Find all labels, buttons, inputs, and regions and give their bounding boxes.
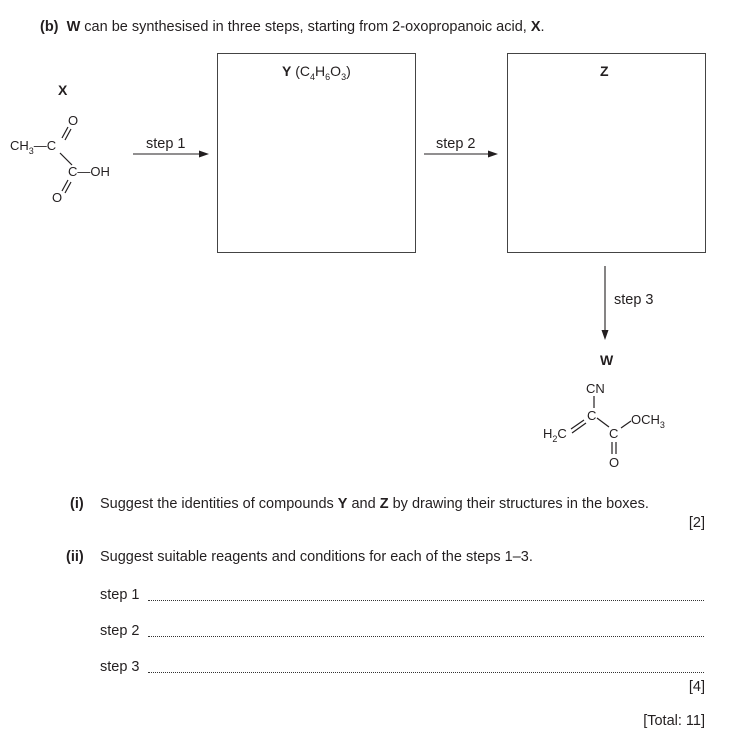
box-y-title: Y $(C_4H_6O_3)$: [282, 63, 351, 82]
intro-line: [40, 19, 545, 35]
total-marks: [Total: 11]: [643, 713, 705, 729]
q-i-marks: [2]: [688, 515, 705, 531]
step2-arrow: [424, 148, 504, 160]
q-i-text: Suggest the identities of compounds Y and Z by drawing their structures in the boxes.: [100, 496, 649, 512]
step3-arrow: [599, 266, 611, 346]
center-c: C: [587, 408, 597, 423]
compound-x-label: X: [58, 82, 68, 98]
step1-answer-line[interactable]: [148, 600, 704, 601]
step2-answer-label: step 2: [100, 623, 140, 639]
box-z-title: Z: [600, 63, 609, 79]
carbonyl-o: O: [68, 113, 79, 128]
q-i-number: (i): [70, 496, 84, 512]
q-ii-number: (ii): [66, 549, 84, 565]
box-y[interactable]: [217, 53, 416, 253]
step1-answer-label: step 1: [100, 587, 140, 603]
ch3-group: $CH_3—C$: [10, 138, 57, 156]
compound-w-structure: [530, 345, 710, 475]
q-ii-marks: [4]: [688, 679, 705, 695]
step1-label: step 1: [146, 136, 186, 152]
intro-mid: can be synthesised in three steps, starting from 2-oxopropanoic acid,: [80, 19, 531, 35]
ester-c: C: [609, 426, 619, 441]
step2-label: step 2: [436, 136, 476, 152]
och3-group: $OCH_3$: [631, 412, 665, 430]
box-z[interactable]: [507, 53, 706, 253]
bottom-o: O: [609, 455, 620, 470]
intro-end: .: [540, 19, 545, 35]
compound-x-structure: [0, 75, 140, 215]
q-ii-text: Suggest suitable reagents and conditions for each of the steps 1–3.: [100, 549, 533, 565]
step3-answer-label: step 3: [100, 659, 140, 675]
acid-c: C—OH: [68, 164, 110, 179]
intro-subject: W: [66, 19, 81, 35]
cn-group: CN: [586, 381, 605, 396]
intro-compound: X: [530, 19, 541, 35]
part-label: (b): [40, 19, 59, 35]
step3-label: step 3: [614, 292, 654, 308]
step1-arrow: [133, 148, 213, 160]
acid-o: O: [52, 190, 63, 205]
h2c-group: $H_2C$: [543, 426, 567, 444]
step2-answer-line[interactable]: [148, 636, 704, 637]
step3-answer-line[interactable]: [148, 672, 704, 673]
compound-w-label: W: [600, 352, 614, 368]
